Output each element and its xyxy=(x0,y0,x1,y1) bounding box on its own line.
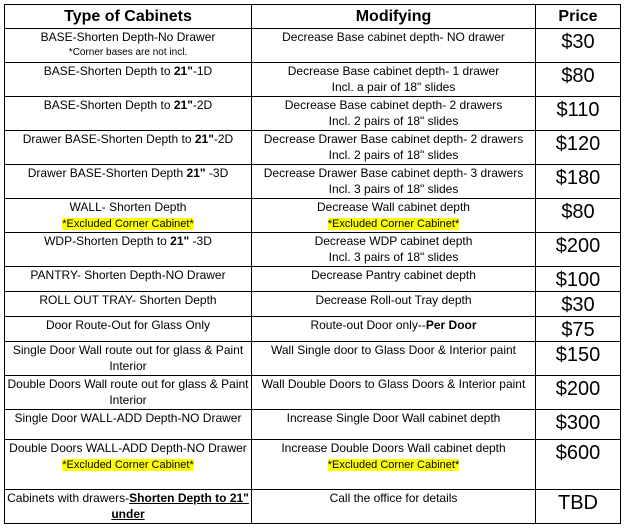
type-label: BASE-Shorten Depth to xyxy=(43,98,174,112)
table-row xyxy=(5,440,621,490)
modifying-cell xyxy=(252,233,536,267)
excluded-corner-highlight: *Excluded Corner Cabinet* xyxy=(62,218,194,230)
price-cell: $110 xyxy=(536,97,621,131)
type-label: PANTRY- Shorten Depth-NO Drawer xyxy=(30,268,226,282)
type-suffix: -3D xyxy=(205,166,229,180)
modifying-label: Decrease Pantry cabinet depth xyxy=(311,268,476,282)
per-door-emphasis: Per Door xyxy=(425,318,477,332)
modifying-label: Call the office for details xyxy=(329,491,458,505)
modifying-cell xyxy=(252,376,536,410)
type-label: Drawer BASE-Shorten Depth to xyxy=(22,132,195,146)
price-cell: $200 xyxy=(536,376,621,410)
price-cell: TBD xyxy=(536,490,621,524)
modifying-label: Increase Single Door Wall cabinet depth xyxy=(286,411,501,425)
modifying-label: Decrease WDP cabinet depth xyxy=(314,234,473,248)
header-modifying: Modifying xyxy=(252,5,536,29)
excluded-corner-highlight: *Excluded Corner Cabinet* xyxy=(327,459,460,471)
type-label: Cabinets with drawers- xyxy=(7,491,130,505)
header-price: Price xyxy=(536,5,621,29)
modifying-cell xyxy=(252,131,536,165)
type-cell xyxy=(5,199,252,233)
type-note: *Corner bases are not incl. xyxy=(68,47,188,58)
price-cell: $200 xyxy=(536,233,621,267)
price-cell: $300 xyxy=(536,410,621,440)
depth-emphasis: 21" xyxy=(173,64,193,78)
shorten-depth-emphasis: Shorten Depth to 21" under xyxy=(111,491,249,521)
price-cell: $150 xyxy=(536,342,621,376)
modifying-label: Increase Double Doors Wall cabinet depth xyxy=(281,441,506,455)
modifying-detail: Incl. 3 pairs of 18" slides xyxy=(328,182,459,196)
table-row xyxy=(5,267,621,292)
type-label: WDP-Shorten Depth to xyxy=(44,234,171,248)
type-cell xyxy=(5,342,252,376)
modifying-label: Decrease Base cabinet depth- 2 drawers xyxy=(284,98,503,112)
table-row xyxy=(5,29,621,63)
modifying-cell xyxy=(252,440,536,490)
modifying-label: Decrease Roll-out Tray depth xyxy=(315,293,472,307)
price-cell: $30 xyxy=(536,29,621,63)
type-suffix: -2D xyxy=(213,132,234,146)
modifying-cell xyxy=(252,410,536,440)
modifying-label: Decrease Wall cabinet depth xyxy=(317,200,470,214)
type-label: Drawer BASE-Shorten Depth xyxy=(27,166,187,180)
type-label: Single Door WALL-ADD Depth-NO Drawer xyxy=(14,411,242,425)
type-label: Double Doors Wall route out for glass & Paint Interior xyxy=(7,377,249,407)
price-cell: $75 xyxy=(536,317,621,342)
modifying-cell xyxy=(252,342,536,376)
modifying-detail: Incl. a pair of 18" slides xyxy=(331,80,456,94)
table-row xyxy=(5,317,621,342)
type-cell xyxy=(5,29,252,63)
type-cell xyxy=(5,317,252,342)
modifying-cell xyxy=(252,317,536,342)
type-cell xyxy=(5,410,252,440)
table-row xyxy=(5,165,621,199)
type-suffix: -3D xyxy=(189,234,212,248)
type-cell xyxy=(5,376,252,410)
modifying-cell xyxy=(252,29,536,63)
modifying-cell xyxy=(252,199,536,233)
price-cell: $600 xyxy=(536,440,621,490)
type-cell xyxy=(5,292,252,317)
type-label: ROLL OUT TRAY- Shorten Depth xyxy=(39,293,217,307)
type-label: WALL- Shorten Depth xyxy=(69,200,187,214)
modifying-label: Route-out Door only-- xyxy=(310,318,426,332)
modifying-cell xyxy=(252,63,536,97)
depth-emphasis: 21" xyxy=(170,234,190,248)
table-row xyxy=(5,131,621,165)
type-cell xyxy=(5,63,252,97)
modifying-cell xyxy=(252,490,536,524)
table-row xyxy=(5,410,621,440)
price-cell: $120 xyxy=(536,131,621,165)
price-cell: $30 xyxy=(536,292,621,317)
table-row xyxy=(5,292,621,317)
type-cell xyxy=(5,267,252,292)
type-label: BASE-Shorten Depth to xyxy=(43,64,174,78)
excluded-corner-highlight: *Excluded Corner Cabinet* xyxy=(327,218,460,230)
type-cell xyxy=(5,97,252,131)
depth-emphasis: 21" xyxy=(186,166,206,180)
table-row xyxy=(5,233,621,267)
type-cell xyxy=(5,490,252,524)
type-label: Single Door Wall route out for glass & Paint Interior xyxy=(12,343,244,373)
table-row xyxy=(5,490,621,524)
modifying-label: Decrease Drawer Base cabinet depth- 3 drawers xyxy=(263,166,524,180)
modifying-cell xyxy=(252,165,536,199)
table-header-row xyxy=(5,5,621,29)
modifying-cell xyxy=(252,97,536,131)
type-suffix: -2D xyxy=(192,98,213,112)
table-row xyxy=(5,199,621,233)
type-label: Double Doors WALL-ADD Depth-NO Drawer xyxy=(9,441,247,455)
type-cell xyxy=(5,165,252,199)
type-suffix: -1D xyxy=(192,64,213,78)
type-cell xyxy=(5,131,252,165)
modifying-label: Decrease Base cabinet depth- 1 drawer xyxy=(287,64,500,78)
type-label: BASE-Shorten Depth-No Drawer xyxy=(40,30,216,44)
modifying-cell xyxy=(252,267,536,292)
depth-emphasis: 21" xyxy=(194,132,214,146)
price-cell: $100 xyxy=(536,267,621,292)
price-cell: $80 xyxy=(536,63,621,97)
table-row xyxy=(5,63,621,97)
table-row xyxy=(5,342,621,376)
table-row xyxy=(5,376,621,410)
modifying-detail: Incl. 3 pairs of 18" slides xyxy=(328,250,459,264)
modifying-label: Wall Single door to Glass Door & Interior paint xyxy=(271,343,516,357)
price-cell: $180 xyxy=(536,165,621,199)
header-type-of-cabinets: Type of Cabinets xyxy=(5,5,252,29)
depth-emphasis: 21" xyxy=(173,98,193,112)
modifying-cell xyxy=(252,292,536,317)
table-row xyxy=(5,97,621,131)
modifying-label: Wall Double Doors to Glass Doors & Interior paint xyxy=(261,377,526,391)
modifying-detail: Incl. 2 pairs of 18" slides xyxy=(328,148,459,162)
type-cell xyxy=(5,440,252,490)
cabinet-modification-price-table xyxy=(4,4,621,524)
price-cell: $80 xyxy=(536,199,621,233)
modifying-label: Decrease Base cabinet depth- NO drawer xyxy=(282,30,505,44)
type-label: Door Route-Out for Glass Only xyxy=(45,318,211,332)
type-cell xyxy=(5,233,252,267)
excluded-corner-highlight: *Excluded Corner Cabinet* xyxy=(62,459,194,471)
modifying-detail: Incl. 2 pairs of 18" slides xyxy=(328,114,459,128)
modifying-label: Decrease Drawer Base cabinet depth- 2 drawers xyxy=(263,132,524,146)
